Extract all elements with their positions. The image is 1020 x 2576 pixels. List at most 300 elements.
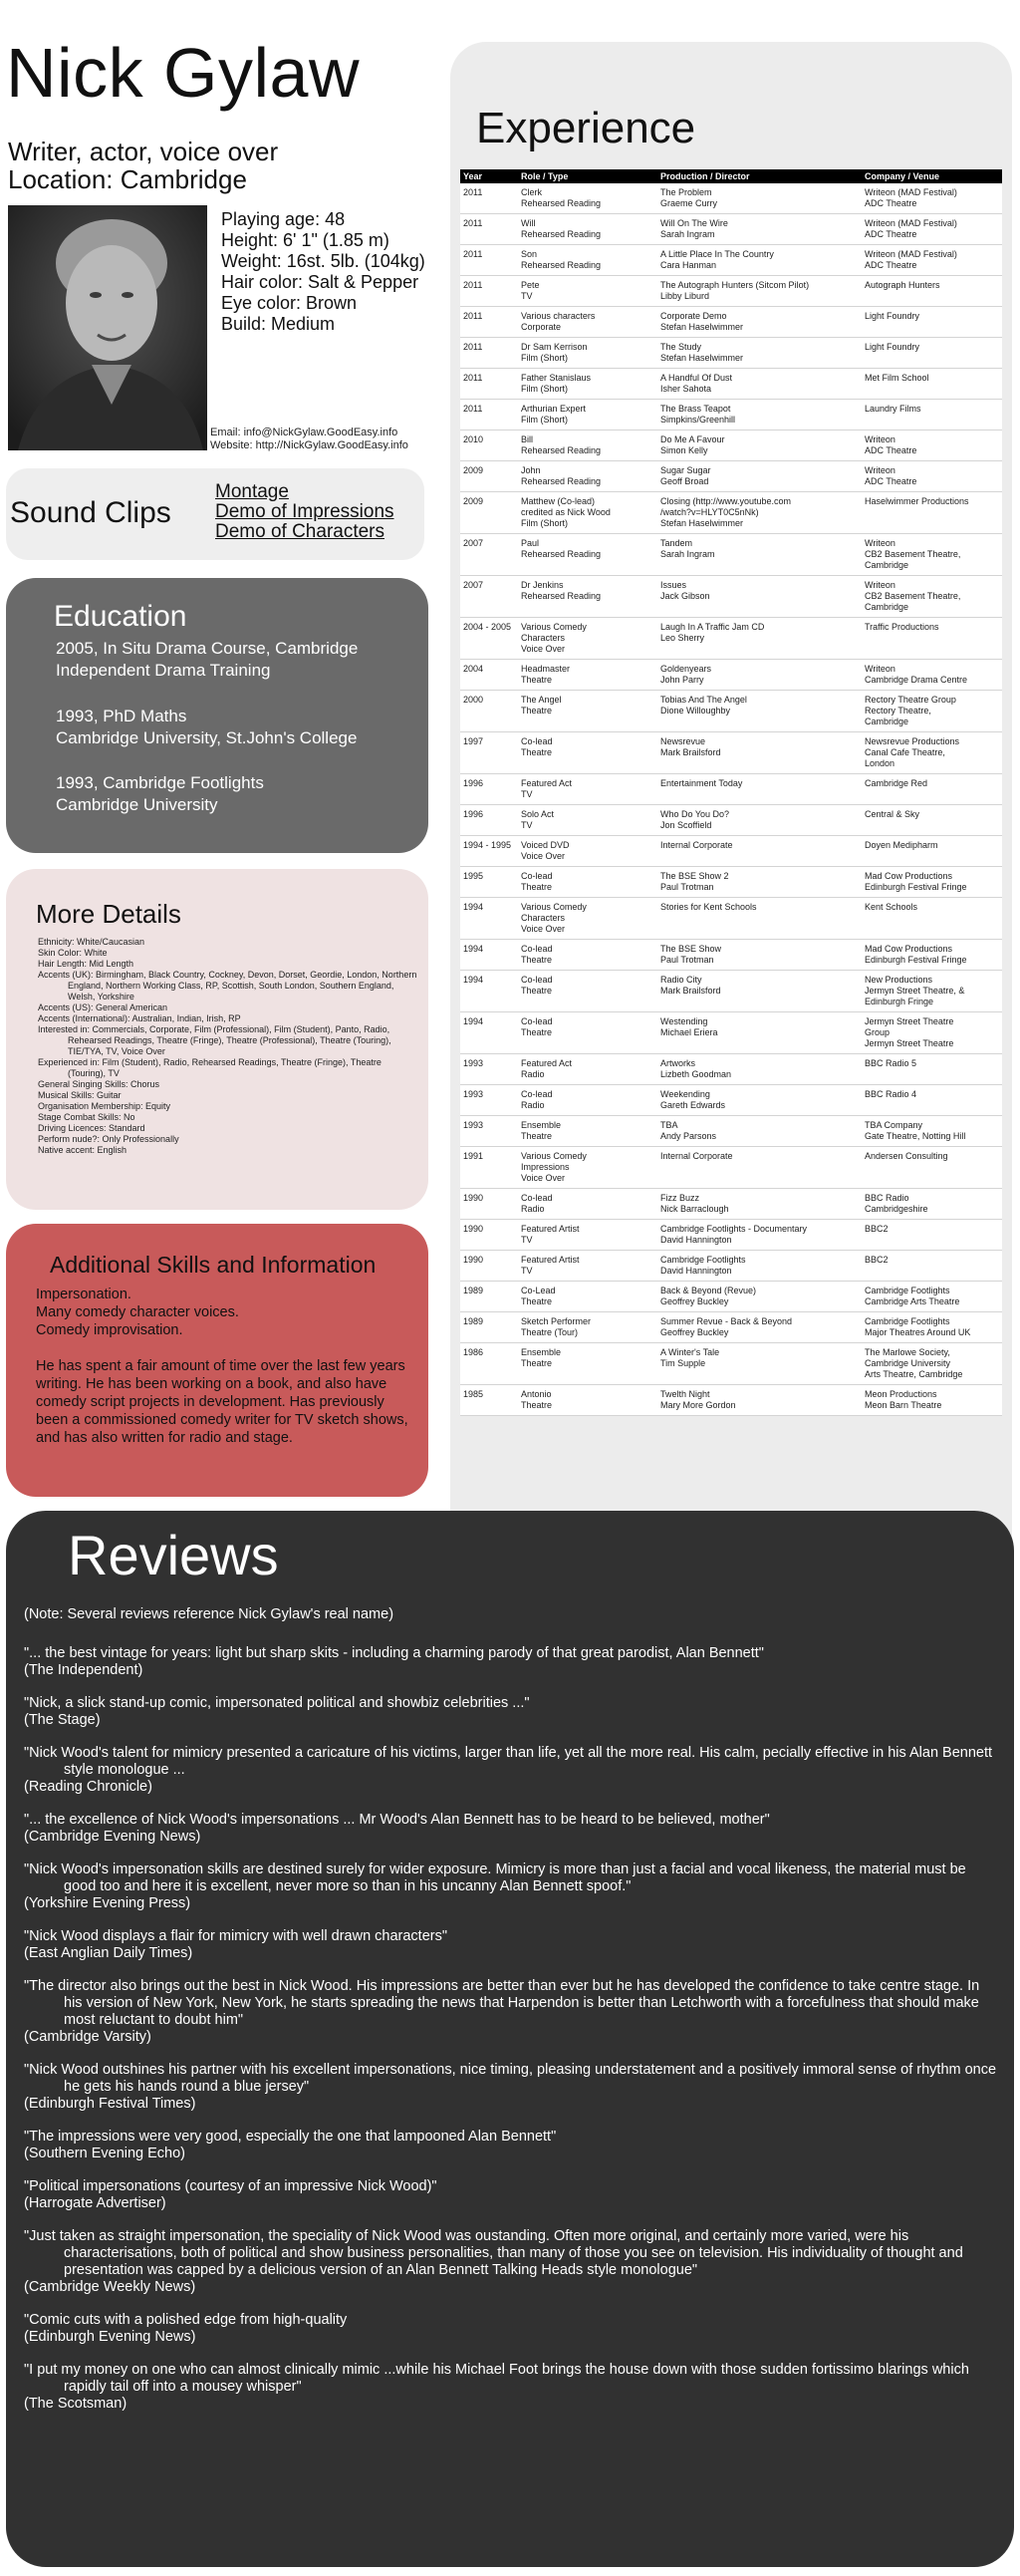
experience-cell-line: Matthew (Co-lead) <box>521 496 596 506</box>
experience-role <box>521 465 660 487</box>
experience-cell-line: Son <box>521 249 538 259</box>
experience-cell-line: TBA Company <box>865 1120 923 1130</box>
experience-role <box>521 373 660 395</box>
review-quote: "Nick Wood's impersonation skills are destined surely for wider exposure. Mimicry is more than just a facial and vocal likeness, the material must be good too and here it is excellent, never more so than in his uncanny Alan Bennett spoof." <box>24 1861 966 1894</box>
experience-cell-line: 1989 <box>463 1316 484 1326</box>
experience-cell-line: BBC2 <box>865 1224 889 1234</box>
review-item <box>24 1645 1000 1679</box>
experience-cell-line: Sarah Ingram <box>660 549 715 559</box>
tagline-location: Location: Cambridge <box>8 164 247 194</box>
experience-cell-line: Cambridge <box>865 560 909 570</box>
column-header-year: Year <box>463 171 483 181</box>
experience-cell-line: BBC Radio 4 <box>865 1089 917 1099</box>
experience-cell-line: Met Film School <box>865 373 929 383</box>
experience-cell-line: Meon Productions <box>865 1389 937 1399</box>
experience-cell-line: Jermyn Street Theatre <box>865 1016 954 1026</box>
experience-production <box>660 218 865 240</box>
review-item <box>24 2362 1000 2413</box>
experience-year <box>460 736 521 769</box>
experience-panel <box>450 42 1012 1576</box>
detail-item: Perform nude?: Only Professionally <box>38 1134 179 1144</box>
experience-production <box>660 311 865 333</box>
review-quote: "Nick Wood displays a flair for mimicry with well drawn characters" <box>24 1928 448 1944</box>
experience-cell-line: Theatre <box>521 1027 553 1037</box>
experience-row <box>460 369 1002 400</box>
website-link[interactable]: Website: http://NickGylaw.GoodEasy.info <box>210 439 408 451</box>
experience-role <box>521 280 660 302</box>
experience-cell-line: Stefan Haselwimmer <box>660 353 744 363</box>
experience-cell-line: TV <box>521 1235 533 1245</box>
experience-cell-line: Corporate Demo <box>660 311 727 321</box>
review-source: (Cambridge Evening News) <box>24 1829 201 1845</box>
experience-cell-line: John Parry <box>660 675 704 685</box>
experience-cell-line: TV <box>521 291 533 301</box>
sound-clips-links <box>215 482 394 542</box>
experience-cell-line: Kent Schools <box>865 902 918 912</box>
experience-cell-line: 1989 <box>463 1286 484 1295</box>
experience-company <box>865 622 1002 655</box>
experience-cell-line: Geoffrey Buckley <box>660 1296 729 1306</box>
experience-production <box>660 538 865 571</box>
review-quote: "Political impersonations (courtesy of an impressive Nick Wood)" <box>24 2178 437 2194</box>
experience-cell-line: Mary More Gordon <box>660 1400 736 1410</box>
experience-cell-line: Rehearsed Reading <box>521 549 602 559</box>
experience-cell-line: New Productions <box>865 975 933 985</box>
detail-item: Accents (UK): Birmingham, Black Country, Cockney, Devon, Dorset, Geordie, London, Northern England, Northern Working Class, RP, Scottish, South London, Southern England, Welsh, Yorkshire <box>38 970 417 1002</box>
experience-cell-line: Theatre <box>521 1358 553 1368</box>
experience-production <box>660 695 865 727</box>
experience-company <box>865 664 1002 686</box>
experience-company <box>865 1224 1002 1246</box>
experience-cell-line: Ensemble <box>521 1347 562 1357</box>
experience-cell-line: Mad Cow Productions <box>865 871 953 881</box>
experience-cell-line: Mad Cow Productions <box>865 944 953 954</box>
experience-cell-line: ADC Theatre <box>865 260 917 270</box>
experience-company <box>865 342 1002 364</box>
experience-cell-line: 2011 <box>463 280 483 290</box>
experience-row <box>460 430 1002 461</box>
experience-cell-line: Internal Corporate <box>660 840 733 850</box>
experience-table <box>460 169 1002 1416</box>
experience-row <box>460 183 1002 214</box>
experience-row <box>460 1054 1002 1085</box>
experience-cell-line: Geoffrey Buckley <box>660 1327 729 1337</box>
experience-row <box>460 1116 1002 1147</box>
experience-year <box>460 434 521 456</box>
experience-cell-line: Summer Revue - Back & Beyond <box>660 1316 793 1326</box>
experience-company <box>865 1089 1002 1111</box>
experience-cell-line: The Marlowe Society, <box>865 1347 950 1357</box>
experience-row <box>460 867 1002 898</box>
experience-cell-line: Edinburgh Festival Fringe <box>865 882 967 892</box>
review-quote: "Nick, a slick stand-up comic, impersonated political and showbiz celebrities ..." <box>24 1695 530 1711</box>
experience-cell-line: Traffic Productions <box>865 622 939 632</box>
more-details-panel <box>6 869 428 1210</box>
experience-cell-line: Edinburgh Festival Fringe <box>865 955 967 965</box>
experience-cell-line: Geoff Broad <box>660 476 709 486</box>
experience-cell-line: Writeon (MAD Festival) <box>865 249 957 259</box>
experience-company <box>865 902 1002 935</box>
experience-cell-line: 1986 <box>463 1347 484 1357</box>
experience-company <box>865 1193 1002 1215</box>
experience-year <box>460 1286 521 1307</box>
experience-year <box>460 1255 521 1277</box>
experience-production <box>660 622 865 655</box>
headshot-photo <box>8 205 207 450</box>
experience-cell-line: Stories for Kent Schools <box>660 902 757 912</box>
experience-cell-line: Meon Barn Theatre <box>865 1400 942 1410</box>
experience-cell-line: Various Comedy <box>521 902 587 912</box>
detail-item: Organisation Membership: Equity <box>38 1101 171 1111</box>
education-title: Education <box>54 600 187 633</box>
experience-cell-line: Leo Sherry <box>660 633 705 643</box>
experience-row <box>460 774 1002 805</box>
detail-item: Stage Combat Skills: No <box>38 1112 135 1122</box>
experience-cell-line: Impressions <box>521 1162 570 1172</box>
detail-item: Hair Length: Mid Length <box>38 959 134 969</box>
experience-production <box>660 1224 865 1246</box>
experience-company <box>865 944 1002 966</box>
experience-cell-line: A Winter's Tale <box>660 1347 720 1357</box>
experience-cell-line: Radio <box>521 1100 545 1110</box>
experience-cell-line: Cambridgeshire <box>865 1204 928 1214</box>
review-source: (Yorkshire Evening Press) <box>24 1895 191 1911</box>
experience-role <box>521 249 660 271</box>
experience-year <box>460 778 521 800</box>
experience-cell-line: Cambridge Footlights <box>865 1316 950 1326</box>
experience-production <box>660 373 865 395</box>
experience-year <box>460 1151 521 1184</box>
experience-cell-line: Writeon (MAD Festival) <box>865 218 957 228</box>
experience-cell-line: Jermyn Street Theatre <box>865 1038 954 1048</box>
experience-role <box>521 1286 660 1307</box>
experience-production <box>660 778 865 800</box>
experience-cell-line: TBA <box>660 1120 678 1130</box>
experience-cell-line: Theatre <box>521 955 553 965</box>
experience-production <box>660 871 865 893</box>
experience-cell-line: Theatre <box>521 675 553 685</box>
experience-company <box>865 1120 1002 1142</box>
experience-production <box>660 736 865 769</box>
experience-company <box>865 404 1002 426</box>
experience-role <box>521 840 660 862</box>
skills-text <box>36 1286 418 1447</box>
experience-cell-line: Doyen Medipharm <box>865 840 938 850</box>
experience-cell-line: Paul <box>521 538 540 548</box>
experience-cell-line: Libby Liburd <box>660 291 710 301</box>
impressions-demo-link[interactable]: Demo of Impressions <box>215 501 394 522</box>
page-title: Nick Gylaw <box>6 34 361 112</box>
experience-cell-line: 2009 <box>463 465 484 475</box>
experience-year <box>460 538 521 571</box>
experience-cell-line: Co-lead <box>521 1089 553 1099</box>
experience-cell-line: TV <box>521 789 533 799</box>
playing-age: Playing age: 48 <box>221 209 346 229</box>
sound-clips-panel <box>6 468 424 560</box>
experience-cell-line: BBC Radio 5 <box>865 1058 917 1068</box>
review-source: (The Scotsman) <box>24 2396 128 2412</box>
experience-cell-line: 1990 <box>463 1224 484 1234</box>
experience-cell-line: Co-lead <box>521 975 553 985</box>
skill-line: Comedy improvisation. <box>36 1322 183 1338</box>
experience-cell-line: Voice Over <box>521 644 566 654</box>
experience-role <box>521 871 660 893</box>
experience-role <box>521 944 660 966</box>
experience-cell-line: Stefan Haselwimmer <box>660 518 744 528</box>
experience-cell-line: 1994 <box>463 944 484 954</box>
experience-cell-line: Theatre <box>521 747 553 757</box>
experience-cell-line: Cambridge Red <box>865 778 928 788</box>
experience-cell-line: 1994 - 1995 <box>463 840 512 850</box>
experience-cell-line: Michael Eriera <box>660 1027 718 1037</box>
experience-cell-line: Rehearsed Reading <box>521 198 602 208</box>
experience-cell-line: ADC Theatre <box>865 198 917 208</box>
review-item <box>24 2129 1000 2162</box>
experience-production <box>660 1286 865 1307</box>
experience-cell-line: Cambridge University <box>865 1358 951 1368</box>
experience-production <box>660 664 865 686</box>
tagline <box>8 138 278 193</box>
experience-company <box>865 1347 1002 1380</box>
experience-production <box>660 840 865 862</box>
experience-role <box>521 1316 660 1338</box>
experience-cell-line: The Study <box>660 342 702 352</box>
experience-cell-line: Who Do You Do? <box>660 809 730 819</box>
experience-cell-line: Do Me A Favour <box>660 434 725 444</box>
experience-production <box>660 902 865 935</box>
experience-company <box>865 280 1002 302</box>
experience-row <box>460 1085 1002 1116</box>
experience-cell-line: TV <box>521 820 533 830</box>
experience-cell-line: /watch?v=HLYT0C5nNk) <box>660 507 759 517</box>
review-quote: "Just taken as straight impersonation, the speciality of Nick Wood was oustanding. Often more original, and certainly more varied, were his characterisations, both of political and show business personalities, than many of those you see on television. His individuality of thought and presentation was capped by a delicious version of an Alan Bennett Talking Heads style monologue" <box>24 2228 963 2278</box>
experience-cell-line: Co-Lead <box>521 1286 556 1295</box>
column-header-role: Role / Type <box>521 171 569 181</box>
experience-cell-line: Canal Cafe Theatre, <box>865 747 945 757</box>
experience-cell-line: Corporate <box>521 322 562 332</box>
experience-production <box>660 249 865 271</box>
experience-production <box>660 404 865 426</box>
experience-role <box>521 695 660 727</box>
experience-role <box>521 622 660 655</box>
experience-cell-line: Characters <box>521 633 566 643</box>
experience-company <box>865 580 1002 613</box>
experience-cell-line: John <box>521 465 541 475</box>
experience-year <box>460 311 521 333</box>
experience-year <box>460 1120 521 1142</box>
experience-role <box>521 218 660 240</box>
experience-company <box>865 187 1002 209</box>
experience-cell-line: The BSE Show 2 <box>660 871 729 881</box>
experience-cell-line: CB2 Basement Theatre, <box>865 549 961 559</box>
montage-link[interactable]: Montage <box>215 481 289 502</box>
experience-year <box>460 280 521 302</box>
experience-cell-line: Cambridge <box>865 716 909 726</box>
experience-cell-line: Andy Parsons <box>660 1131 717 1141</box>
experience-cell-line: Artworks <box>660 1058 696 1068</box>
review-item <box>24 1978 1000 2046</box>
experience-cell-line: 1991 <box>463 1151 484 1161</box>
email-link[interactable]: Email: info@NickGylaw.GoodEasy.info <box>210 427 398 438</box>
experience-cell-line: The Autograph Hunters (Sitcom Pilot) <box>660 280 810 290</box>
experience-year <box>460 342 521 364</box>
experience-cell-line: Cambridge Footlights - Documentary <box>660 1224 808 1234</box>
review-quote: "Nick Wood's talent for mimicry presented a caricature of his victims, larger than life, yet all the more real. His calm, pecially effective in his Alan Bennett style monologue ... <box>24 1745 993 1778</box>
experience-cell-line: Simon Kelly <box>660 445 708 455</box>
experience-production <box>660 187 865 209</box>
experience-cell-line: Writeon <box>865 538 895 548</box>
experience-cell-line: Sketch Performer <box>521 1316 592 1326</box>
experience-role <box>521 1224 660 1246</box>
experience-production <box>660 580 865 613</box>
experience-cell-line: Film (Short) <box>521 384 568 394</box>
experience-row <box>460 836 1002 867</box>
experience-cell-line: Characters <box>521 913 566 923</box>
review-source: (Cambridge Varsity) <box>24 2029 151 2045</box>
characters-demo-link[interactable]: Demo of Characters <box>215 521 385 542</box>
experience-production <box>660 1389 865 1411</box>
experience-cell-line: Back & Beyond (Revue) <box>660 1286 757 1295</box>
experience-cell-line: Cambridge <box>865 602 909 612</box>
experience-cell-line: Voiced DVD <box>521 840 570 850</box>
experience-role <box>521 902 660 935</box>
experience-cell-line: Simpkins/Greenhill <box>660 415 736 425</box>
education-entry-line: 1993, Cambridge Footlights <box>56 773 264 792</box>
review-quote: "Comic cuts with a polished edge from high-quality <box>24 2312 348 2328</box>
experience-cell-line: 2011 <box>463 373 483 383</box>
experience-cell-line: Cara Hanman <box>660 260 717 270</box>
review-quote: "... the excellence of Nick Wood's impersonations ... Mr Wood's Alan Bennett has to be heard to be believed, mother" <box>24 1812 770 1828</box>
experience-cell-line: 2011 <box>463 249 483 259</box>
experience-cell-line: Radio <box>521 1069 545 1079</box>
experience-company <box>865 840 1002 862</box>
experience-company <box>865 809 1002 831</box>
experience-role <box>521 975 660 1007</box>
reviews-note: (Note: Several reviews reference Nick Gylaw's real name) <box>24 1606 394 1622</box>
writing-paragraph: He has spent a fair amount of time over the last few years writing. He has been working on a book, and also have comedy script projects in development. Has previously been a commissioned comedy writer for TV sketch shows, and has also written for radio and stage. <box>36 1358 408 1446</box>
experience-cell-line: 2010 <box>463 434 484 444</box>
detail-item: Experienced in: Film (Student), Radio, Rehearsed Readings, Theatre (Fringe), Theatre (Touring), TV <box>38 1057 382 1078</box>
experience-cell-line: Various characters <box>521 311 596 321</box>
experience-cell-line: Mark Brailsford <box>660 747 721 757</box>
experience-year <box>460 580 521 613</box>
column-header-production: Production / Director <box>660 171 750 181</box>
experience-year <box>460 664 521 686</box>
experience-row <box>460 245 1002 276</box>
experience-cell-line: Haselwimmer Productions <box>865 496 969 506</box>
experience-row <box>460 940 1002 971</box>
detail-item: Ethnicity: White/Caucasian <box>38 937 145 947</box>
experience-row <box>460 618 1002 660</box>
review-source: (Southern Evening Echo) <box>24 2146 186 2161</box>
experience-cell-line: Fizz Buzz <box>660 1193 700 1203</box>
experience-cell-line: Gareth Edwards <box>660 1100 726 1110</box>
experience-cell-line: Film (Short) <box>521 518 568 528</box>
experience-role <box>521 809 660 831</box>
experience-cell-line: The Problem <box>660 187 712 197</box>
review-source: (The Stage) <box>24 1712 101 1728</box>
experience-cell-line: Internal Corporate <box>660 1151 733 1161</box>
experience-cell-line: Rehearsed Reading <box>521 229 602 239</box>
experience-cell-line: Sarah Ingram <box>660 229 715 239</box>
review-quote: "The director also brings out the best in Nick Wood. His impressions are better than ever but he has developed the confidence to take centre stage. In his version of New York, New York, he starts spreading the news that Harpendon is better than Letchworth with a forcefulness that should make most reluctant to doubt him" <box>24 1978 980 2028</box>
experience-row <box>460 1343 1002 1385</box>
experience-cell-line: Autograph Hunters <box>865 280 940 290</box>
experience-cell-line: Westending <box>660 1016 708 1026</box>
experience-year <box>460 1016 521 1049</box>
experience-cell-line: Cambridge Footlights <box>865 1286 950 1295</box>
experience-company <box>865 695 1002 727</box>
experience-row <box>460 1220 1002 1251</box>
experience-cell-line: ADC Theatre <box>865 476 917 486</box>
experience-cell-line: 2004 - 2005 <box>463 622 512 632</box>
review-item <box>24 1695 1000 1729</box>
experience-year <box>460 944 521 966</box>
experience-cell-line: 1985 <box>463 1389 484 1399</box>
experience-company <box>865 1255 1002 1277</box>
review-quote: "Nick Wood outshines his partner with his excellent impersonations, nice timing, pleasing understatement and a positively immoral sense of rhythm once he gets his hands round a blue jersey" <box>24 2062 997 2095</box>
experience-cell-line: Rehearsed Reading <box>521 260 602 270</box>
experience-cell-line: 2011 <box>463 187 483 197</box>
experience-cell-line: Co-lead <box>521 1016 553 1026</box>
experience-role <box>521 1151 660 1184</box>
experience-cell-line: 2011 <box>463 404 483 414</box>
experience-company <box>865 538 1002 571</box>
experience-cell-line: Cambridge Footlights <box>660 1255 746 1265</box>
experience-year <box>460 1058 521 1080</box>
experience-cell-line: Paul Trotman <box>660 882 714 892</box>
experience-cell-line: Will <box>521 218 536 228</box>
experience-cell-line: Co-lead <box>521 1193 553 1203</box>
experience-production <box>660 1016 865 1049</box>
review-item <box>24 1812 1000 1846</box>
reviews-title: Reviews <box>68 1524 279 1586</box>
reviews-panel <box>6 1511 1014 2567</box>
experience-cell-line: Rehearsed Reading <box>521 445 602 455</box>
experience-row <box>460 534 1002 576</box>
experience-cell-line: Laundry Films <box>865 404 921 414</box>
experience-company <box>865 1058 1002 1080</box>
experience-company <box>865 871 1002 893</box>
experience-role <box>521 664 660 686</box>
experience-cell-line: Issues <box>660 580 687 590</box>
experience-production <box>660 1316 865 1338</box>
experience-cell-line: 1993 <box>463 1120 484 1130</box>
experience-cell-line: Writeon <box>865 434 895 444</box>
experience-cell-line: Film (Short) <box>521 353 568 363</box>
experience-cell-line: Arts Theatre, Cambridge <box>865 1369 963 1379</box>
experience-row <box>460 576 1002 618</box>
experience-year <box>460 622 521 655</box>
experience-row <box>460 660 1002 691</box>
review-item <box>24 2062 1000 2113</box>
experience-cell-line: Twelth Night <box>660 1389 710 1399</box>
experience-role <box>521 311 660 333</box>
experience-cell-line: CB2 Basement Theatre, <box>865 591 961 601</box>
experience-cell-line: 2009 <box>463 496 484 506</box>
experience-cell-line: 2004 <box>463 664 484 674</box>
detail-item: General Singing Skills: Chorus <box>38 1079 160 1089</box>
experience-cell-line: Co-lead <box>521 871 553 881</box>
experience-role <box>521 1120 660 1142</box>
experience-cell-line: Will On The Wire <box>660 218 728 228</box>
review-quote: "The impressions were very good, especially the one that lampooned Alan Bennett" <box>24 2129 557 2145</box>
reviews-body <box>24 1606 1000 2429</box>
experience-role <box>521 1389 660 1411</box>
review-source: (Reading Chronicle) <box>24 1779 152 1795</box>
experience-cell-line: Featured Act <box>521 1058 573 1068</box>
experience-row <box>460 971 1002 1012</box>
